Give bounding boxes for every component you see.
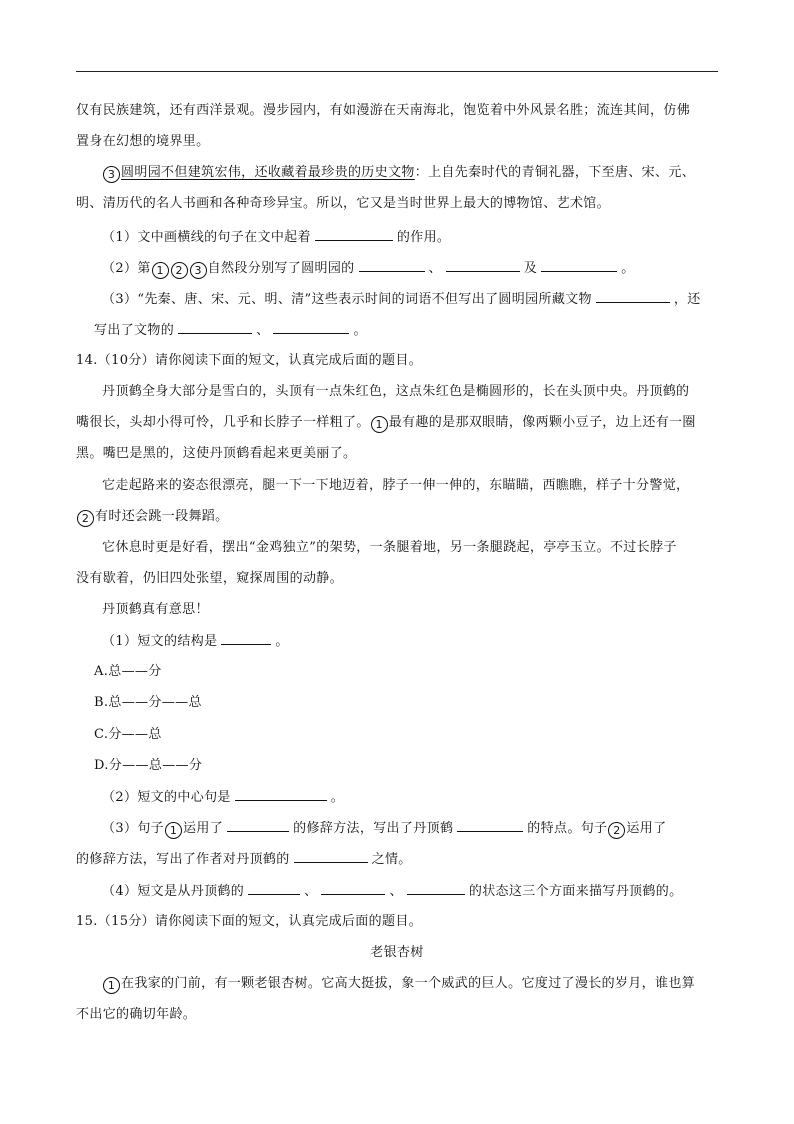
answer-blank[interactable] — [596, 289, 670, 303]
paragraph-line: 明、清历代的名人书画和各种奇珍异宝。所以，它又是当时世界上最大的博物馆、艺术馆。 — [76, 196, 611, 211]
answer-blank[interactable] — [541, 258, 617, 272]
answer-blank[interactable] — [315, 227, 393, 241]
answer-blank[interactable] — [235, 787, 327, 801]
circled-number: 2 — [171, 262, 188, 279]
q13-sub1: （1）文中画横线的句子在文中起着 的作用。 — [102, 227, 450, 248]
paragraph-line: 它休息时更是好看，摆出“金鸡独立”的架势，一条腿着地，另一条腿跷起，亭亭玉立。不过长脖子 — [102, 540, 677, 555]
q14-sub1: （1）短文的结构是 。 — [102, 631, 289, 652]
circled-number: 1 — [371, 416, 388, 433]
answer-blank[interactable] — [273, 320, 349, 334]
passage-title: 老银杏树 — [370, 945, 424, 960]
answer-blank[interactable] — [321, 881, 385, 895]
answer-blank[interactable] — [359, 258, 425, 272]
paragraph-line: 丹顶鹤全身大部分是雪白的，头顶有一点朱红色，这点朱红色是椭圆形的，长在头顶中央。丹顶鹤的 — [102, 384, 690, 399]
paragraph-3: 3 圆明园不但建筑宏伟，还收藏着最珍贵的历史文物：上自先秦时代的青铜礼器，下至唐、宋、元、 — [102, 163, 695, 183]
circled-number: 2 — [608, 822, 625, 839]
q15-header: 15.（15分）请你阅读下面的短文，认真完成后面的题目。 — [76, 914, 423, 929]
paragraph-line: 置身在幻想的境界里。 — [76, 134, 210, 149]
paragraph-line: 嘴很长，头却小得可怜，几乎和长脖子一样粗了。 1 最有趣的是那双眼睛，像两颗小豆子，边上还有一圈 — [76, 415, 696, 431]
paragraph-line: 1 在我家的门前，有一颗老银杏树。它高大挺拔，象一个威武的巨人。它度过了漫长的岁月，谁也算 — [102, 974, 695, 994]
paragraph-line: 丹顶鹤真有意思！ — [102, 602, 209, 617]
option-d[interactable]: D.分——总——分 — [94, 758, 203, 773]
header-rule — [76, 71, 718, 72]
paragraph-line: 不出它的确切年龄。 — [76, 1007, 197, 1022]
q14-sub4: （4）短文是从丹顶鹤的 、 、 的状态这三个方面来描写丹顶鹤的。 — [102, 881, 682, 902]
paragraph-line: 2 有时还会跳一段舞蹈。 — [76, 507, 229, 527]
q14-sub3-cont: 的修辞方法，写出了作者对丹顶鹤的 之情。 — [76, 849, 412, 870]
answer-blank[interactable] — [407, 881, 465, 895]
answer-blank[interactable] — [227, 818, 289, 832]
circled-number: 1 — [103, 977, 120, 994]
underlined-sentence: 圆明园不但建筑宏伟，还收藏着最珍贵的历史文物 — [121, 165, 415, 180]
circled-number: 3 — [190, 262, 207, 279]
circled-number: 3 — [103, 166, 120, 183]
paragraph-line: 仅有民族建筑，还有西洋景观。漫步园内，有如漫游在天南海北，饱览着中外风景名胜；流连其间，仿佛 — [76, 103, 691, 118]
q13-sub3: （3）“先秦、唐、宋、元、明、清”这些表示时间的词语不但写出了圆明园所藏文物 ，还 — [102, 289, 701, 310]
q14-sub3: （3）句子 1 运用了 的修辞方法，写出了丹顶鹤 的特点。句子 2 运用了 — [102, 818, 666, 839]
circled-number: 2 — [77, 510, 94, 527]
answer-blank[interactable] — [294, 849, 368, 863]
paragraph-line: 黑。嘴巴是黑的，这使丹顶鹤看起来更美丽了。 — [76, 446, 357, 461]
circled-number: 1 — [152, 262, 169, 279]
answer-blank[interactable] — [221, 631, 271, 645]
answer-blank[interactable] — [446, 258, 520, 272]
answer-blank[interactable] — [178, 320, 252, 334]
q13-sub2: （2）第 1 2 3 自然段分别写了圆明园的 、 及 。 — [102, 258, 635, 279]
option-a[interactable]: A.总——分 — [94, 664, 162, 679]
option-b[interactable]: B.总——分——总 — [94, 695, 202, 710]
option-c[interactable]: C.分——总 — [94, 727, 162, 742]
paragraph-line: 它走起路来的姿态很漂亮，腿一下一下地迈着，脖子一伸一伸的，东瞄瞄，西瞧瞧，样子十分警觉， — [102, 478, 690, 493]
circled-number: 1 — [165, 822, 182, 839]
q14-header: 14.（10分）请你阅读下面的短文，认真完成后面的题目。 — [76, 353, 423, 368]
q14-sub2: （2）短文的中心句是 。 — [102, 787, 344, 808]
answer-blank[interactable] — [248, 881, 300, 895]
answer-blank[interactable] — [457, 818, 523, 832]
paragraph-line: 没有歇着，仍旧四处张望，窥探周围的动静。 — [76, 571, 344, 586]
q13-sub3-cont: 写出了文物的 、 。 — [94, 320, 367, 341]
